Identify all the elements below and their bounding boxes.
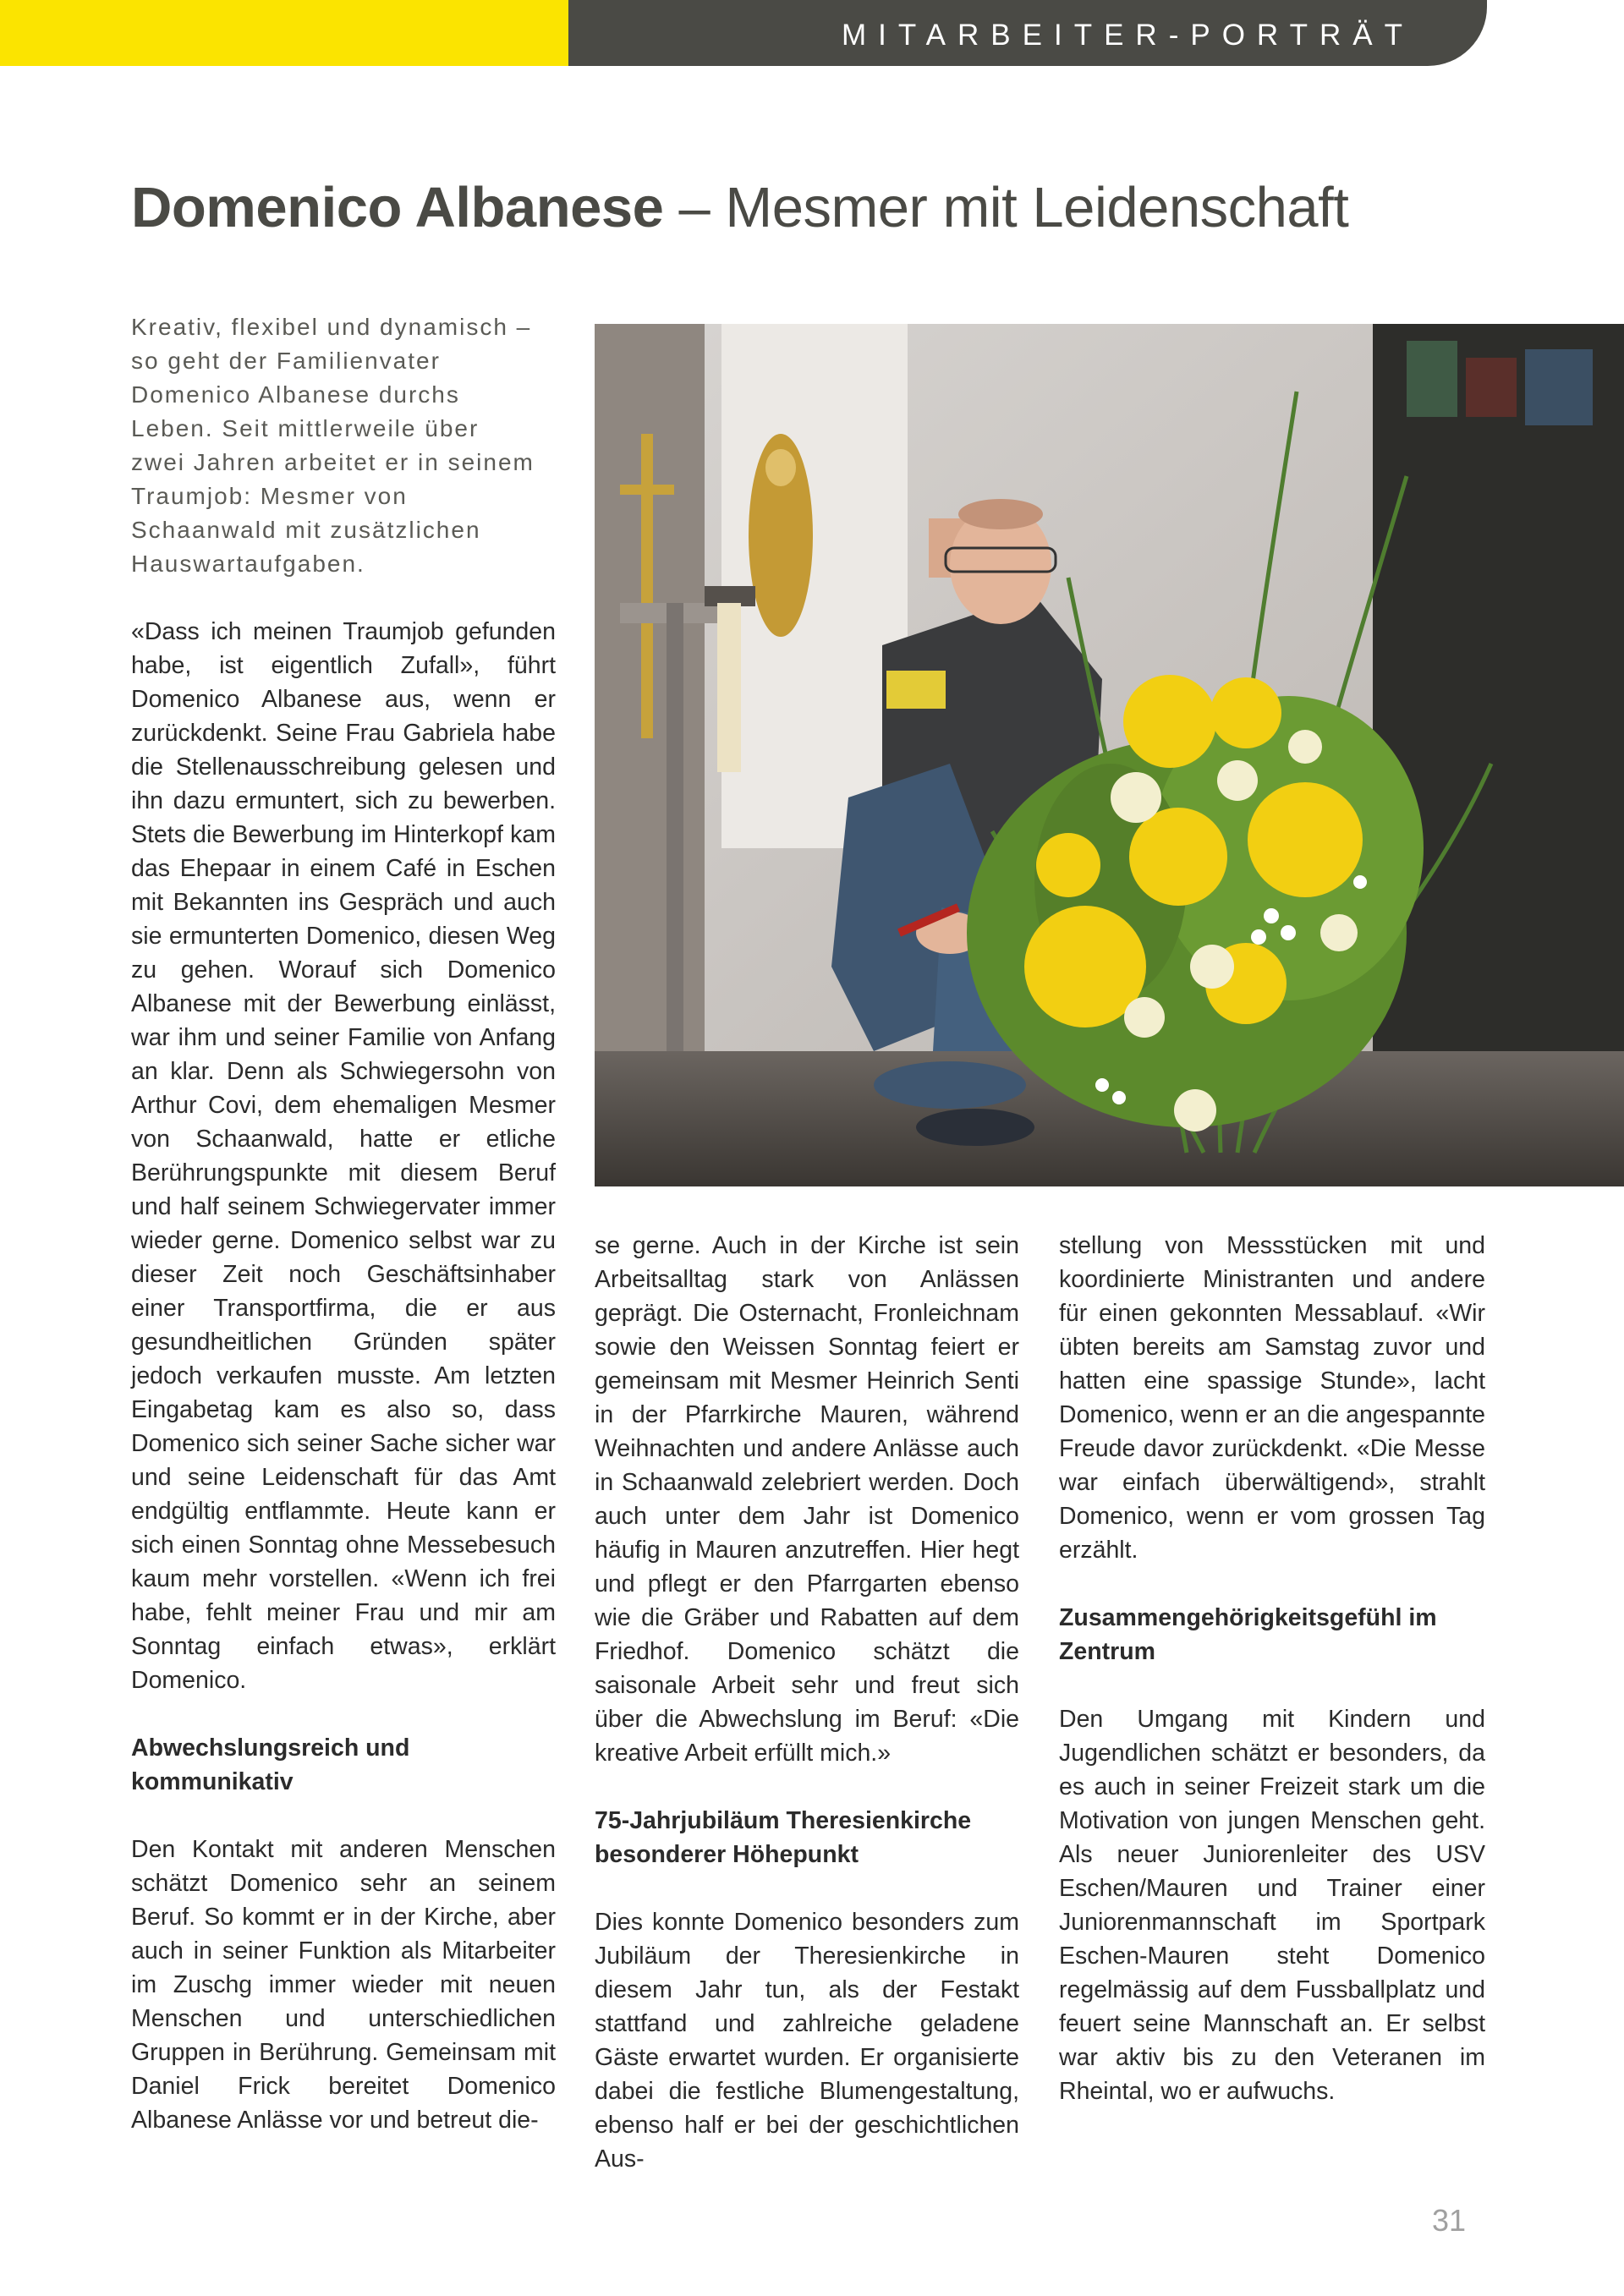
title-name: Domenico Albanese (131, 176, 664, 239)
text-column-1 (131, 615, 556, 2137)
paragraph: Den Umgang mit Kindern und Jugendlichen schätzt er besonders, da es auch in seiner Freizeit stark um die Motivation von jungen Menschen geht. Als neuer Juniorenleiter des USV Eschen/Mauren und Trainer einer Juniorenmannschaft im Sportpark Eschen-Mauren steht Domenico regelmässig auf dem Fussballplatz und feuert seine Mannschaft an. Er selbst war aktiv bis zu den Veteranen im Rheintal, wo er aufwuchs. (1059, 1706, 1485, 2105)
page-number: 31 (1432, 2203, 1467, 2238)
text-column-2 (595, 1229, 1019, 2176)
header-yellow-bar (0, 0, 568, 66)
paragraph: Den Kontakt mit anderen Menschen schätzt Domenico sehr an seinem Beruf. So kommt er in der Kirche, aber auch in seiner Funktion als Mitarbeiter im Zuschg immer wieder mit neuen Menschen und unterschiedlichen Gruppen in Berührung. Gemeinsam mit Daniel Frick bereitet Domenico Albanese Anlässe vor und betreut die- (131, 1836, 556, 2134)
article-title (131, 175, 1348, 240)
portrait-photo (595, 324, 1624, 1186)
title-subtitle: – Mesmer mit Leidenschaft (663, 176, 1349, 239)
subheading: Abwechslungsreich und kommunikativ (131, 1734, 410, 1795)
text-column-3 (1059, 1229, 1485, 2108)
section-label: MITARBEITER-PORTRÄT (842, 19, 1414, 52)
paragraph: «Dass ich meinen Traumjob gefunden habe, ist eigentlich Zufall», führt Domenico Albanese aus, wenn er zurückdenkt. Seine Frau Gabriela habe die Stellenausschreibung gelesen und ihn dazu ermuntert, sich zu bewerben. Stets die Bewerbung im Hinterkopf kam das Ehepaar in einem Café in Eschen mit Bekannten ins Gespräch und auch sie ermunterten Domenico, diesen Weg zu gehen. Worauf sich Domenico Albanese mit der Bewerbung einlässt, war ihm und seiner Familie von Anfang an klar. Denn als Schwiegersohn von Arthur Covi, dem ehemaligen Mesmer von Schaanwald, hatte er etliche Berührungspunkte mit diesem Beruf und half seinem Schwiegervater immer wieder gerne. Domenico selbst war zu dieser Zeit noch Geschäftsinhaber einer Transportfirma, die er aus gesundheitlichen Gründen später jedoch verkaufen musste. Am letzten Eingabetag kam es also so, dass Domenico sich seiner Sache sicher war und seine Leidenschaft für das Amt endgültig entflammte. Heute kann er sich einen Sonntag ohne Messebesuch kaum mehr vorstellen. «Wenn ich frei habe, fehlt meiner Frau und mir am Sonntag einfach etwas», erklärt Domenico. (131, 618, 556, 1694)
paragraph: Dies konnte Domenico besonders zum Jubiläum der Theresienkirche in diesem Jahr tun, als der Festakt stattfand und zahlreiche geladene Gäste erwartet wurden. Er organisierte dabei die festliche Blumengestaltung, ebenso half er bei der geschichtlichen Aus- (595, 1909, 1019, 2173)
paragraph: stellung von Messstücken mit und koordinierte Ministranten und andere für einen gekonnten Messablauf. «Wir übten bereits am Samstag zuvor und hatten eine spassige Stunde», lacht Domenico, wenn er an die angespannte Freude davor zurückdenkt. «Die Messe war einfach überwältigend», strahlt Domenico, wenn er vom grossen Tag erzählt. (1059, 1232, 1485, 1564)
subheading: 75-Jahrjubiläum Theresienkirche besonderer Höhepunkt (595, 1807, 972, 1868)
subheading: Zusammengehörigkeitsgefühl im Zentrum (1059, 1604, 1437, 1665)
intro-text: Kreativ, flexibel und dynamisch – so geht der Familienvater Domenico Albanese durchs Leben. Seit mittlerweile über zwei Jahren arbeitet er in seinem Traumjob: Mesmer von Schaanwald mit zusätzlichen Hauswartaufgaben. (131, 314, 535, 577)
paragraph: se gerne. Auch in der Kirche ist sein Arbeitsalltag stark von Anlässen geprägt. Die Osternacht, Fronleichnam sowie den Weissen Sonntag feiert er gemeinsam mit Mesmer Heinrich Senti in der Pfarrkirche Mauren, während Weihnachten und andere Anlässe auch in Schaanwald zelebriert werden. Doch auch unter dem Jahr ist Domenico häufig in Mauren anzutreffen. Hier hegt und pflegt er den Pfarrgarten ebenso wie die Gräber und Rabatten auf dem Friedhof. Domenico schätzt die saisonale Arbeit sehr und freut sich über die Abwechslung im Beruf: «Die kreative Arbeit erfüllt mich.» (595, 1232, 1019, 1767)
